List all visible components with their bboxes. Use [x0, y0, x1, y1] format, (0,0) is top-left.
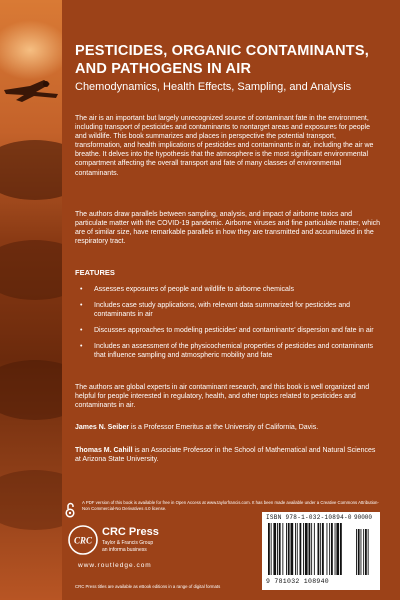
description-paragraph-2: The authors draw parallels between sampling, analysis, and impact of airborne toxics and particulate matter with the COVID-19 pandemic. Airborne viruses and fine particulate matter, which are of similar size, have remarkable parallels in how they are transmitted and accumulated in the respiratory tract.: [75, 211, 381, 246]
isbn-text: [266, 514, 352, 521]
barcode-bar: [327, 523, 328, 575]
barcode-bar: [291, 523, 294, 575]
barcode-digits: 9 781032 108940: [266, 578, 330, 585]
barcode-bar: [320, 523, 321, 575]
barcode-bar: [286, 523, 287, 575]
open-access-notice: A PDF version of this book is available for free in Open Access at www.taylorfrancis.com. It has been made available under a Creative Commons Attribution-Non Commercial-No Derivatives 4.0 license.: [82, 500, 379, 511]
isbn-number: ISBN 978-1-032-10894-0: [266, 514, 352, 521]
feature-text: Includes an assessment of the physicochemical properties of pesticides and contaminants that influence sampling and atmospheric mobility and fate: [94, 343, 373, 359]
barcode-bar: [268, 523, 270, 575]
open-access-lock-icon: [65, 502, 75, 518]
barcode-addon-bar: [358, 529, 360, 575]
barcode-bar: [318, 523, 320, 575]
feature-text: Discusses approaches to modeling pesticides’ and contaminants’ dispersion and fate in air: [94, 327, 374, 334]
barcode-bar: [329, 523, 330, 575]
barcode-bar: [297, 523, 298, 575]
features-list: [75, 285, 375, 367]
barcode-bar: [311, 523, 312, 575]
barcode-bar: [309, 523, 311, 575]
barcode-bar: [277, 523, 278, 575]
barcode-bar: [340, 523, 342, 575]
barcode-bar: [300, 523, 302, 575]
author-bio-2: [75, 446, 380, 464]
barcode-bar: [335, 523, 336, 575]
bullet-icon: •: [80, 327, 83, 334]
bullet-icon: •: [80, 286, 83, 293]
author-bio-text: is an Associate Professor in the School of Mathematical and Natural Sciences at Arizona State University.: [75, 447, 376, 463]
barcode-bar: [288, 523, 290, 575]
barcode-bar: [336, 523, 339, 575]
barcode-addon-bar: [356, 529, 357, 575]
barcode-addon-bar: [368, 529, 369, 575]
publisher-group: Taylor & Francis Group: [102, 540, 154, 546]
crc-press-logo-icon: [68, 525, 98, 555]
feature-item: [75, 285, 375, 294]
hill-shape: [0, 470, 62, 530]
hill-shape: [0, 140, 62, 200]
barcode-bar: [305, 523, 308, 575]
publisher-name: CRC Press: [102, 526, 159, 538]
title-line-2: AND PATHOGENS IN AIR: [75, 61, 252, 77]
cover-photo-strip: [0, 0, 62, 600]
description-paragraph-3: The authors are global experts in air contaminant research, and this book is well organized and helpful for people interested in regulatory, health, and other topics related to pesticides and contaminants in air.: [75, 384, 370, 410]
barcode-bar: [282, 523, 283, 575]
description-paragraph-1: The air is an important but largely unrecognized source of contaminant fate in the environment, including transport of pesticides and contaminants to nontarget areas and exposures for people and wildlife. This book summarizes and places in perspective the potential transport, transformation, and health implications of pesticides and contaminants in air, including the air we breathe. It delves into the hypothesis that the atmosphere is the most significant environmental compartment affecting the overall transport and fate of many classes of environmental contaminants.: [75, 115, 374, 177]
isbn-addon: 90000: [354, 514, 373, 521]
barcode: [266, 523, 376, 577]
publisher-url: www.routledge.com: [78, 562, 152, 569]
author-name: James N. Seiber: [75, 424, 130, 431]
barcode-bar: [279, 523, 281, 575]
barcode-bar: [295, 523, 296, 575]
barcode-bar: [331, 523, 333, 575]
feature-text: Assesses exposures of people and wildlife to airborne chemicals: [94, 286, 294, 293]
feature-item: [75, 301, 375, 319]
title-line-1: PESTICIDES, ORGANIC CONTAMINANTS,: [75, 43, 369, 59]
feature-item: [75, 326, 375, 335]
isbn-barcode-box: [262, 512, 380, 590]
barcode-addon-bar: [361, 529, 362, 575]
feature-text: Includes case study applications, with relevant data summarized for pesticides and contaminants in air: [94, 302, 351, 318]
bullet-icon: •: [80, 343, 83, 350]
ebook-note: CRC Press titles are available as eBook editions in a range of digital formats: [75, 584, 221, 589]
book-title: [75, 42, 375, 78]
barcode-addon-bar: [365, 529, 367, 575]
barcode-bar: [273, 523, 276, 575]
barcode-bar: [322, 523, 324, 575]
book-subtitle: Chemodynamics, Health Effects, Sampling, and Analysis: [75, 81, 352, 93]
barcode-addon-bar: [363, 529, 364, 575]
barcode-bar: [314, 523, 315, 575]
author-bio-text: is a Professor Emeritus at the University of California, Davis.: [129, 424, 319, 431]
publisher-informa: an informa business: [102, 547, 147, 553]
barcode-bar: [303, 523, 304, 575]
author-name: Thomas M. Cahill: [75, 447, 133, 454]
barcode-bar: [271, 523, 272, 575]
bullet-icon: •: [80, 302, 83, 309]
crc-logo-text: CRC: [73, 535, 93, 546]
feature-item: [75, 342, 375, 360]
author-bio-1: [75, 423, 380, 432]
hill-shape: [0, 240, 62, 300]
features-heading: FEATURES: [75, 268, 115, 277]
hill-shape: [0, 360, 62, 420]
crop-duster-plane-icon: [0, 62, 62, 122]
